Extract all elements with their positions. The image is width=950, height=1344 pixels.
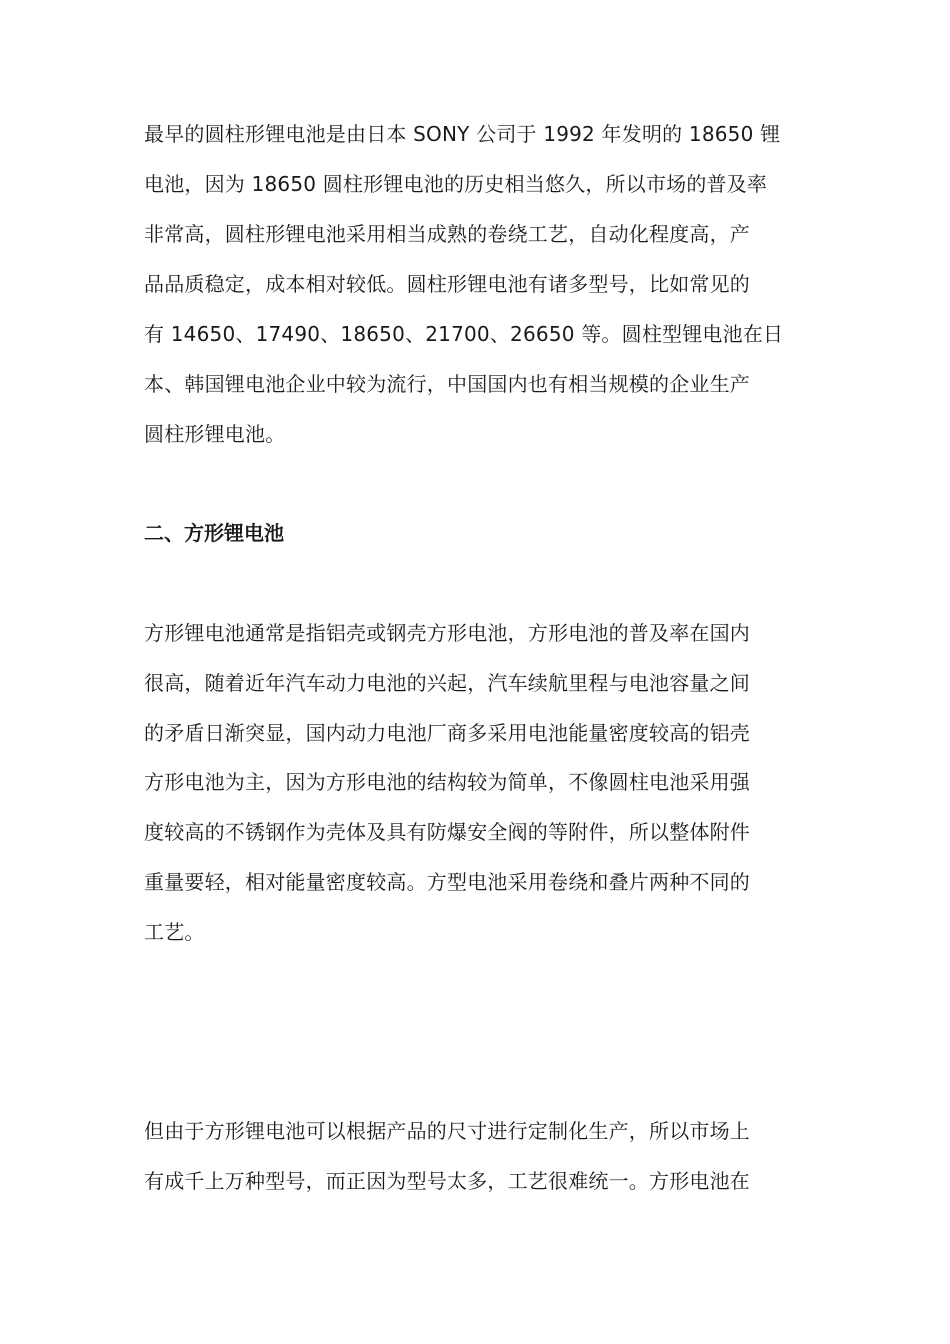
paragraph-line: 圆柱形锂电池。 xyxy=(144,422,286,446)
paragraph-line: 度较高的不锈钢作为壳体及具有防爆安全阀的等附件，所以整体附件 xyxy=(144,820,750,844)
paragraph-line: 的矛盾日渐突显，国内动力电池厂商多采用电池能量密度较高的铝壳 xyxy=(144,721,750,745)
paragraph-line: 但由于方形锂电池可以根据产品的尺寸进行定制化生产，所以市场上 xyxy=(144,1119,750,1143)
paragraph-line: 方形锂电池通常是指铝壳或钢壳方形电池，方形电池的普及率在国内 xyxy=(144,621,750,645)
paragraph-line: 很高，随着近年汽车动力电池的兴起，汽车续航里程与电池容量之间 xyxy=(144,671,750,695)
paragraph-line: 方形电池为主，因为方形电池的结构较为简单，不像圆柱电池采用强 xyxy=(144,770,750,794)
paragraph-line: 工艺。 xyxy=(144,920,205,944)
paragraph-line: 非常高，圆柱形锂电池采用相当成熟的卷绕工艺，自动化程度高，产 xyxy=(144,222,750,246)
paragraph-line: 品品质稳定，成本相对较低。圆柱形锂电池有诸多型号，比如常见的 xyxy=(144,272,750,296)
section-heading: 二、方形锂电池 xyxy=(144,521,284,545)
paragraph-line: 电池，因为 18650 圆柱形锂电池的历史相当悠久，所以市场的普及率 xyxy=(144,172,768,196)
paragraph-line: 最早的圆柱形锂电池是由日本 SONY 公司于 1992 年发明的 18650 锂 xyxy=(144,122,781,146)
paragraph-line: 本、韩国锂电池企业中较为流行，中国国内也有相当规模的企业生产 xyxy=(144,372,750,396)
paragraph-line: 有成千上万种型号，而正因为型号太多，工艺很难统一。方形电池在 xyxy=(144,1169,750,1193)
paragraph-line: 重量要轻，相对能量密度较高。方型电池采用卷绕和叠片两种不同的 xyxy=(144,870,750,894)
paragraph-line: 有 14650、17490、18650、21700、26650 等。圆柱型锂电池在日 xyxy=(144,322,784,346)
